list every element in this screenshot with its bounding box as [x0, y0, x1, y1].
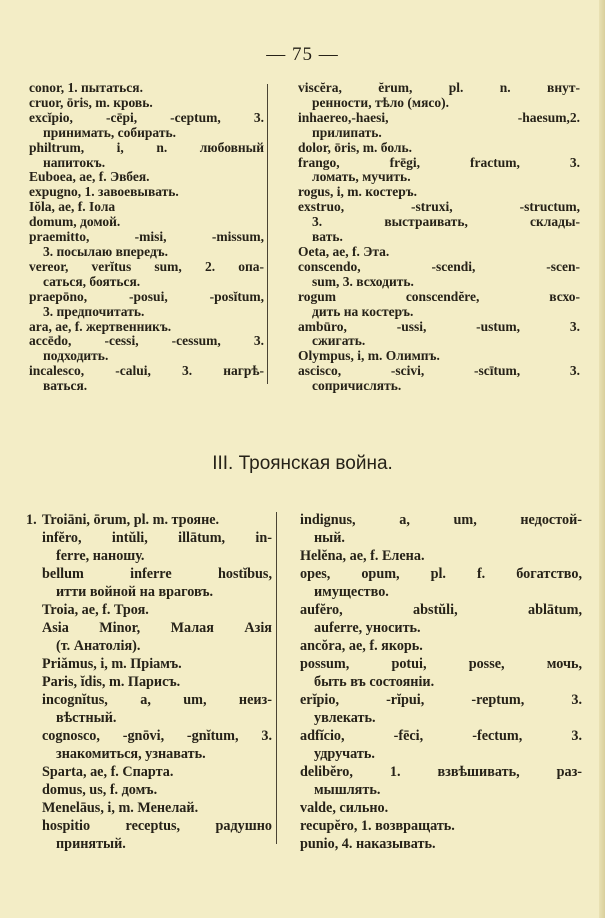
vocab-entry	[300, 691, 582, 727]
entry-headword-line: Sparta, ae, f. Спарта.	[42, 764, 174, 780]
column-divider-top	[267, 84, 268, 384]
entry-continuation-line: (т. Анатолія).	[56, 638, 141, 654]
entry-headword-line: frango, frēgi, fractum, 3.	[298, 154, 580, 170]
entry-headword-line: aufĕro, abstŭli, ablātum,	[300, 602, 582, 618]
entry-headword-line: opes, opum, pl. f. богатство,	[300, 566, 582, 582]
vocab-entry	[42, 529, 272, 565]
vocab-entry	[300, 799, 582, 817]
entry-headword-line: dolor, ōris, m. боль.	[298, 139, 412, 155]
entry-continuation-line: ренности, тѣло (мясо).	[312, 94, 449, 110]
vocab-entry	[300, 511, 582, 547]
entry-headword-line: praepōno, -posui, -posĭtum,	[29, 288, 264, 304]
vocab-entry	[42, 565, 272, 601]
entry-headword-line: Euboea, ae, f. Эвбея.	[29, 169, 150, 185]
entry-headword-line: accēdo, -cessi, -cessum, 3.	[29, 333, 264, 349]
entry-headword-line: possum, potui, posse, мочь,	[300, 656, 582, 672]
entry-headword-line: punio, 4. наказывать.	[300, 836, 436, 852]
vocab-entry	[29, 290, 264, 320]
entry-continuation-line: вать.	[312, 229, 343, 245]
entry-continuation-line: 3. выстраивать, склады-	[312, 214, 580, 230]
vocab-entry	[300, 817, 582, 835]
vocab-entry	[300, 835, 582, 853]
vocab-entry	[298, 156, 580, 186]
entry-continuation-line: ferre, наношу.	[56, 548, 145, 564]
vocab-column-top-right	[298, 81, 580, 394]
entry-continuation-line: 3. посылаю впередъ.	[43, 243, 169, 259]
entry-headword-line: Troia, ae, f. Троя.	[42, 602, 149, 618]
vocab-entry	[42, 691, 272, 727]
entry-headword-line: ambūro, -ussi, -ustum, 3.	[298, 318, 580, 334]
vocab-entry	[42, 619, 272, 655]
column-divider-bottom	[276, 512, 277, 844]
entry-headword-line: ascisco, -scivi, -scītum, 3.	[298, 363, 580, 379]
vocab-entry	[29, 170, 264, 185]
entry-headword-line: adfĭcio, -fēci, -fectum, 3.	[300, 728, 582, 744]
vocab-entry	[300, 565, 582, 601]
vocab-entry	[29, 260, 264, 290]
vocab-entry	[298, 141, 580, 156]
entry-headword-line: cognosco, -gnōvi, -gnĭtum, 3.	[42, 728, 272, 744]
entry-continuation-line: auferre, уносить.	[314, 620, 421, 636]
entry-headword-line: conscendo, -scendi, -scen-	[298, 258, 580, 274]
entry-continuation-line: итти войной на враговъ.	[56, 584, 214, 600]
entry-continuation-line: принятый.	[56, 836, 126, 852]
vocab-column-bottom-left	[26, 511, 272, 853]
entry-continuation-line: вѣстный.	[56, 710, 117, 726]
entry-headword-line: inhaereo,-haesi, -haesum,2.	[298, 109, 580, 125]
entry-headword-line: domum, домой.	[29, 214, 121, 230]
vocab-column-top-left	[29, 81, 264, 394]
entry-headword-line: recupĕro, 1. возвращать.	[300, 818, 455, 834]
entry-headword-line: indignus, a, um, недостой-	[300, 512, 582, 528]
vocab-entry	[29, 111, 264, 141]
vocab-entry	[29, 141, 264, 171]
vocab-entry	[42, 673, 272, 691]
entry-headword-line: excĭpio, -cēpi, -ceptum, 3.	[29, 109, 264, 125]
entry-headword-line: bellum inferre hostĭbus,	[42, 566, 272, 582]
vocab-entry	[298, 320, 580, 350]
vocab-entry	[300, 763, 582, 799]
entry-continuation-line: подходить.	[43, 348, 109, 364]
vocab-entry	[298, 185, 580, 200]
vocab-entry	[298, 349, 580, 364]
section-heading: III. Троянская война.	[212, 453, 393, 474]
vocab-entry	[42, 655, 272, 673]
entry-continuation-line: принимать, собирать.	[43, 124, 176, 140]
entry-headword-line: exstruo, -struxi, -structum,	[298, 199, 580, 215]
entry-headword-line: conor, 1. пытаться.	[29, 80, 143, 95]
vocab-entry	[42, 763, 272, 781]
vocab-entry	[29, 81, 264, 96]
vocab-entry	[298, 81, 580, 111]
entry-headword-line: domus, us, f. домъ.	[42, 782, 158, 798]
entry-continuation-line: саться, бояться.	[43, 273, 141, 289]
vocab-entry	[42, 727, 272, 763]
entry-continuation-line: ный.	[314, 530, 345, 546]
entry-continuation-line: удручать.	[314, 746, 375, 762]
entry-headword-line: Troiāni, ōrum, pl. m. трояне.	[42, 512, 220, 528]
entry-headword-line: Oeta, ae, f. Эта.	[298, 243, 390, 259]
entry-headword-line: ara, ae, f. жертвенникъ.	[29, 318, 172, 334]
entry-continuation-line: увлекать.	[314, 710, 376, 726]
entry-continuation-line: 3. предпочитать.	[43, 303, 145, 319]
vocab-entry	[42, 601, 272, 619]
vocab-entry	[29, 200, 264, 215]
entry-continuation-line: дить на костеръ.	[312, 303, 414, 319]
vocab-entry	[300, 601, 582, 637]
vocab-entry	[42, 817, 272, 853]
entry-headword-line: praemitto, -misi, -missum,	[29, 229, 264, 245]
vocab-entry	[300, 727, 582, 763]
entry-continuation-line: сжигать.	[312, 333, 366, 349]
section-item-number: 1.	[26, 512, 37, 528]
entry-headword-line: Iŏla, ae, f. Іола	[29, 199, 116, 215]
vocab-entry	[29, 334, 264, 364]
entry-headword-line: incalesco, -calui, 3. нагрѣ-	[29, 363, 264, 379]
entry-headword-line: Helĕna, ae, f. Елена.	[300, 548, 425, 564]
entry-headword-line: Paris, ĭdis, m. Парисъ.	[42, 674, 181, 690]
entry-headword-line: infĕro, intŭli, illātum, in-	[42, 530, 272, 546]
entry-headword-line: expugno, 1. завоевывать.	[29, 184, 179, 200]
vocab-entry	[29, 320, 264, 335]
vocab-entry	[29, 96, 264, 111]
entry-headword-line: hospitio receptus, радушно	[42, 818, 272, 834]
entry-headword-line: incognĭtus, a, um, неиз-	[42, 692, 272, 708]
entry-headword-line: philtrum, i, n. любовный	[29, 139, 264, 155]
entry-headword-line: Olympus, i, m. Олимпъ.	[298, 348, 440, 364]
vocab-column-bottom-right	[300, 511, 582, 853]
entry-continuation-line: ваться.	[43, 378, 88, 394]
vocab-entry	[300, 655, 582, 691]
vocab-entry	[298, 290, 580, 320]
entry-headword-line: valde, сильно.	[300, 800, 389, 816]
entry-headword-line: Menelāus, i, m. Менелай.	[42, 800, 199, 816]
vocab-entry	[29, 364, 264, 394]
entry-headword-line: cruor, ōris, m. кровь.	[29, 94, 153, 110]
vocab-entry	[298, 260, 580, 290]
vocab-entry	[298, 364, 580, 394]
entry-headword-line: Asia Minor, Малая Азія	[42, 620, 272, 636]
vocab-entry	[300, 637, 582, 655]
entry-headword-line: vereor, verĭtus sum, 2. опа-	[29, 258, 264, 274]
entry-headword-line: viscĕra, ĕrum, pl. n. внут-	[298, 80, 580, 95]
entry-continuation-line: напитокъ.	[43, 154, 106, 170]
entry-headword-line: ancŏra, ae, f. якорь.	[300, 638, 423, 654]
entry-headword-line: rogus, i, m. костеръ.	[298, 184, 417, 200]
entry-continuation-line: сопричислять.	[312, 378, 402, 394]
vocab-entry	[29, 215, 264, 230]
entry-continuation-line: имущество.	[314, 584, 389, 600]
vocab-entry	[42, 799, 272, 817]
entry-continuation-line: sum, 3. всходить.	[312, 273, 414, 289]
vocab-entry	[298, 245, 580, 260]
entry-headword-line: Priămus, i, m. Пріамъ.	[42, 656, 182, 672]
vocab-entry	[29, 230, 264, 260]
entry-continuation-line: мышлять.	[314, 782, 381, 798]
entry-continuation-line: прилипать.	[312, 124, 382, 140]
entry-headword-line: rogum conscendĕre, всхо-	[298, 288, 580, 304]
vocab-entry	[29, 185, 264, 200]
vocab-entry	[298, 200, 580, 245]
page-number: — 75 —	[266, 44, 339, 65]
vocab-entry	[42, 781, 272, 799]
entry-continuation-line: ломать, мучить.	[312, 169, 411, 185]
entry-continuation-line: знакомиться, узнавать.	[56, 746, 206, 762]
entry-headword-line: erĭpio, -rĭpui, -reptum, 3.	[300, 692, 582, 708]
entry-headword-line: delibĕro, 1. взвѣшивать, раз-	[300, 764, 582, 780]
vocab-entry	[42, 511, 272, 529]
vocab-entry	[300, 547, 582, 565]
vocab-entry	[298, 111, 580, 141]
entry-continuation-line: быть въ состояніи.	[314, 674, 435, 690]
